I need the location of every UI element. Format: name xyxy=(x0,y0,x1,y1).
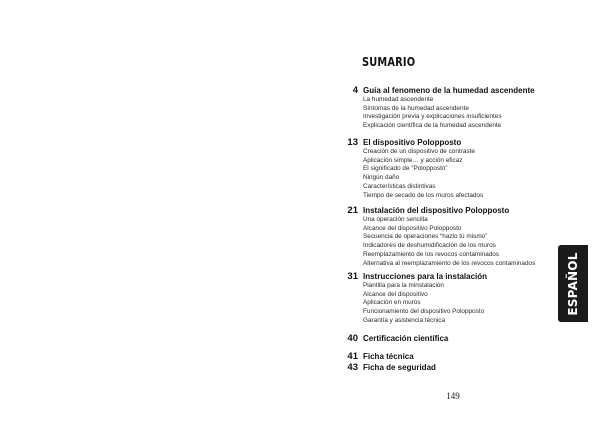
toc-page-number: 21 xyxy=(347,205,358,216)
toc-subitem: Características distintivas xyxy=(363,182,436,190)
toc-heading: Certificación científica xyxy=(363,334,449,343)
toc-subitem: Alcance del dispositivo xyxy=(363,290,428,298)
toc-heading: Ficha de seguridad xyxy=(363,363,436,372)
toc-page-number: 4 xyxy=(352,85,358,96)
toc-page-number: 13 xyxy=(347,137,358,148)
toc-page-number: 31 xyxy=(347,271,358,282)
toc-subitems xyxy=(363,282,484,326)
language-tab xyxy=(558,245,588,322)
toc-page-number: 43 xyxy=(347,362,358,373)
toc-subitem: Creación de un dispositivo de contraste xyxy=(363,148,475,155)
toc-subitems xyxy=(363,96,502,131)
toc-subitem: Explicación científica de la humedad ascendente xyxy=(363,122,502,130)
toc-subitem: El significado de “Polopposto” xyxy=(363,165,448,173)
toc-subitem: Alcance del dispositivo Polopposto xyxy=(363,224,462,232)
toc-heading: El dispositivo Polopposto xyxy=(363,138,462,147)
toc-page-number: 41 xyxy=(347,351,358,362)
toc-page-number: 40 xyxy=(347,333,358,344)
toc-subitem: Plantilla para la minstalación xyxy=(363,282,444,289)
toc-subitems xyxy=(363,148,483,200)
toc-heading: Instalación del dispositivo Polopposto xyxy=(363,206,510,215)
toc-subitem: Reemplazamiento de los revocos contaminados xyxy=(363,250,500,258)
toc-subitem: Alternativa al reemplazamiento de los revocos contaminados xyxy=(363,259,536,267)
toc-subitems xyxy=(363,216,535,268)
toc-subitem: Síntomas de la humedad ascendente xyxy=(363,104,469,112)
toc-subitem: Indicadores de deshumidificación de los muros xyxy=(363,242,496,250)
toc-subitem: Aplicación simple… y acción eficaz xyxy=(363,156,463,164)
toc-subitem: Ningún daño xyxy=(363,174,400,182)
toc-heading: Guía al fenomeno de la humedad ascendente xyxy=(363,86,535,95)
page-number: 149 xyxy=(446,391,460,401)
toc-subitem: Funcionamiento del dispositivo Polopposto xyxy=(363,308,485,316)
toc-subitem: La humedad ascendente xyxy=(363,96,434,103)
toc-heading: Ficha técnica xyxy=(363,352,414,361)
toc-subitem: Una operación sencilla xyxy=(363,216,428,223)
toc-heading: Instrucciones para la instalación xyxy=(363,272,488,281)
toc-subitem: Tiempo de secado de los muros afectados xyxy=(363,191,484,199)
toc-subitem: Investigación previa y explicaciones insuficientes xyxy=(363,113,502,121)
toc-subitem: Secuencia de operaciones “hazlo tú mismo” xyxy=(363,233,488,241)
toc-subitem: Garantía y asistencia técnica xyxy=(363,316,446,324)
page-title: SUMARIO xyxy=(362,55,416,69)
language-tab-label: ESPAÑOL xyxy=(566,251,580,316)
toc-subitem: Aplicación en muros xyxy=(363,299,421,307)
